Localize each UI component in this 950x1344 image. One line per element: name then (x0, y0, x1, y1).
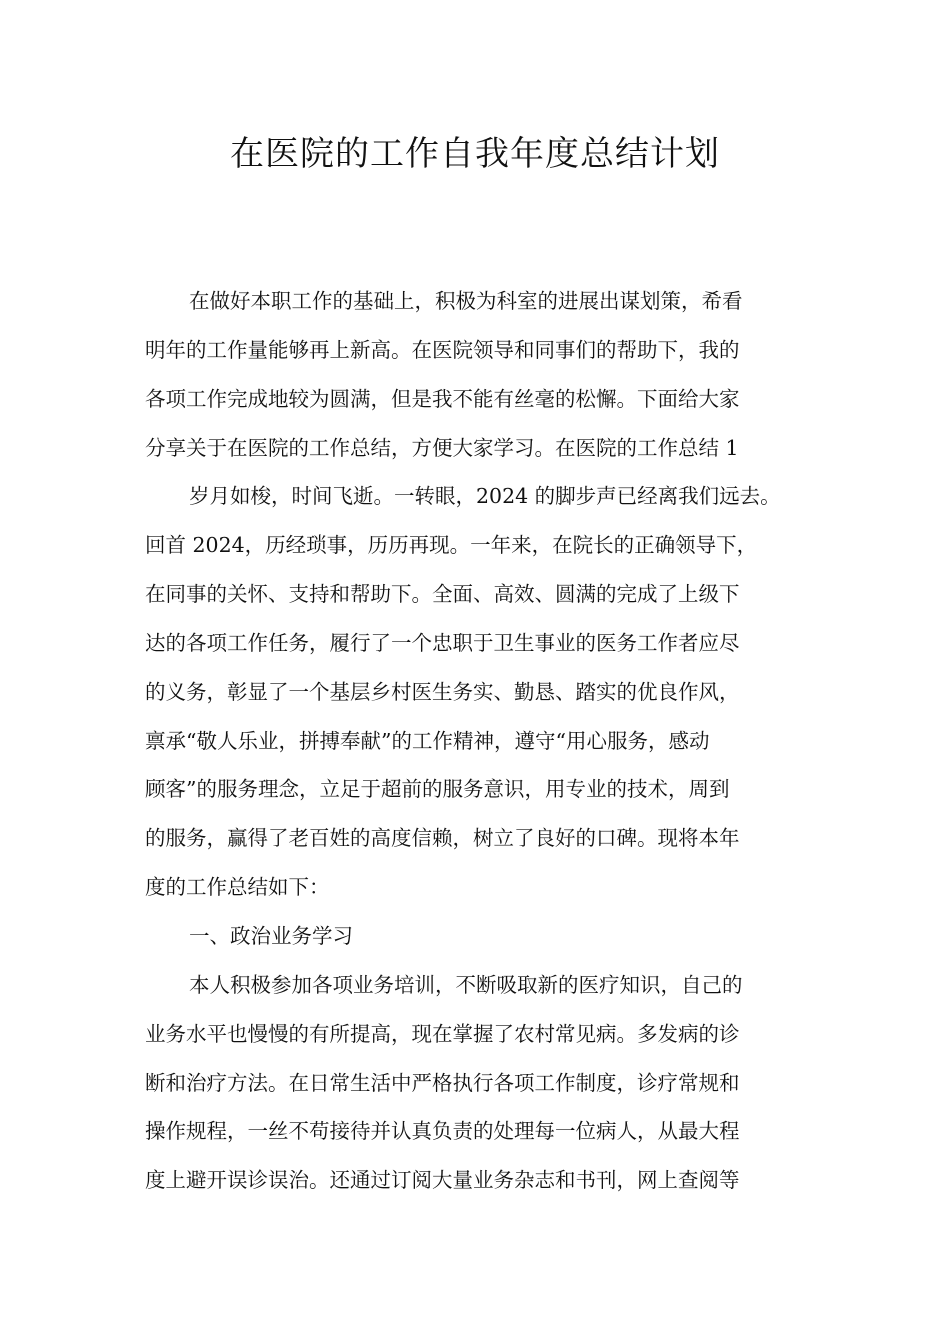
text-line: 在同事的关怀、支持和帮助下。全面、高效、圆满的完成了上级下 (145, 582, 740, 607)
text-line: 各项工作完成地较为圆满，但是我不能有丝毫的松懈。下面给大家 (145, 386, 740, 411)
text-line: 度的工作总结如下： (145, 875, 330, 900)
text-line: 在做好本职工作的基础上，积极为科室的进展出谋划策，希看 (189, 289, 743, 313)
text-line: 禀承“敬人乐业，拼搏奉献”的工作精神，遵守“用心服务，感动 (145, 728, 710, 753)
text-line: 达的各项工作任务，履行了一个忠职于卫生事业的医务工作者应尽 (145, 630, 740, 655)
text-line: 的义务，彰显了一个基层乡村医生务实、勤恳、踏实的优良作风， (145, 679, 740, 704)
text-line: 回首 2024，历经琐事，历历再现。一年来，在院长的正确领导下， (145, 533, 758, 558)
text-line: 度上避开误诊误治。还通过订阅大量业务杂志和书刊，网上查阅等 (145, 1168, 740, 1193)
text-line: 业务水平也慢慢的有所提高，现在掌握了农村常见病。多发病的诊 (145, 1021, 740, 1046)
text-line: 顾客”的服务理念，立足于超前的服务意识，用专业的技术，周到 (145, 777, 730, 802)
text-line: 操作规程，一丝不苟接待并认真负责的处理每一位病人，从最大程 (145, 1119, 740, 1144)
text-line: 分享关于在医院的工作总结，方便大家学习。在医院的工作总结 1 (145, 435, 739, 460)
text-line: 断和治疗方法。在日常生活中严格执行各项工作制度，诊疗常规和 (145, 1070, 740, 1095)
text-line: 明年的工作量能够再上新高。在医院领导和同事们的帮助下，我的 (145, 337, 740, 362)
text-line: 本人积极参加各项业务培训，不断吸取新的医疗知识，自己的 (189, 972, 743, 997)
document-title: 在医院的工作自我年度总结计划 (230, 134, 720, 174)
document-body (145, 277, 835, 1205)
text-line: 的服务，赢得了老百姓的高度信赖，树立了良好的口碑。现将本年 (145, 826, 740, 851)
section-heading: 一、政治业务学习 (189, 923, 353, 948)
text-line: 岁月如梭，时间飞逝。一转眼，2024 的脚步声已经离我们远去。 (189, 484, 781, 509)
